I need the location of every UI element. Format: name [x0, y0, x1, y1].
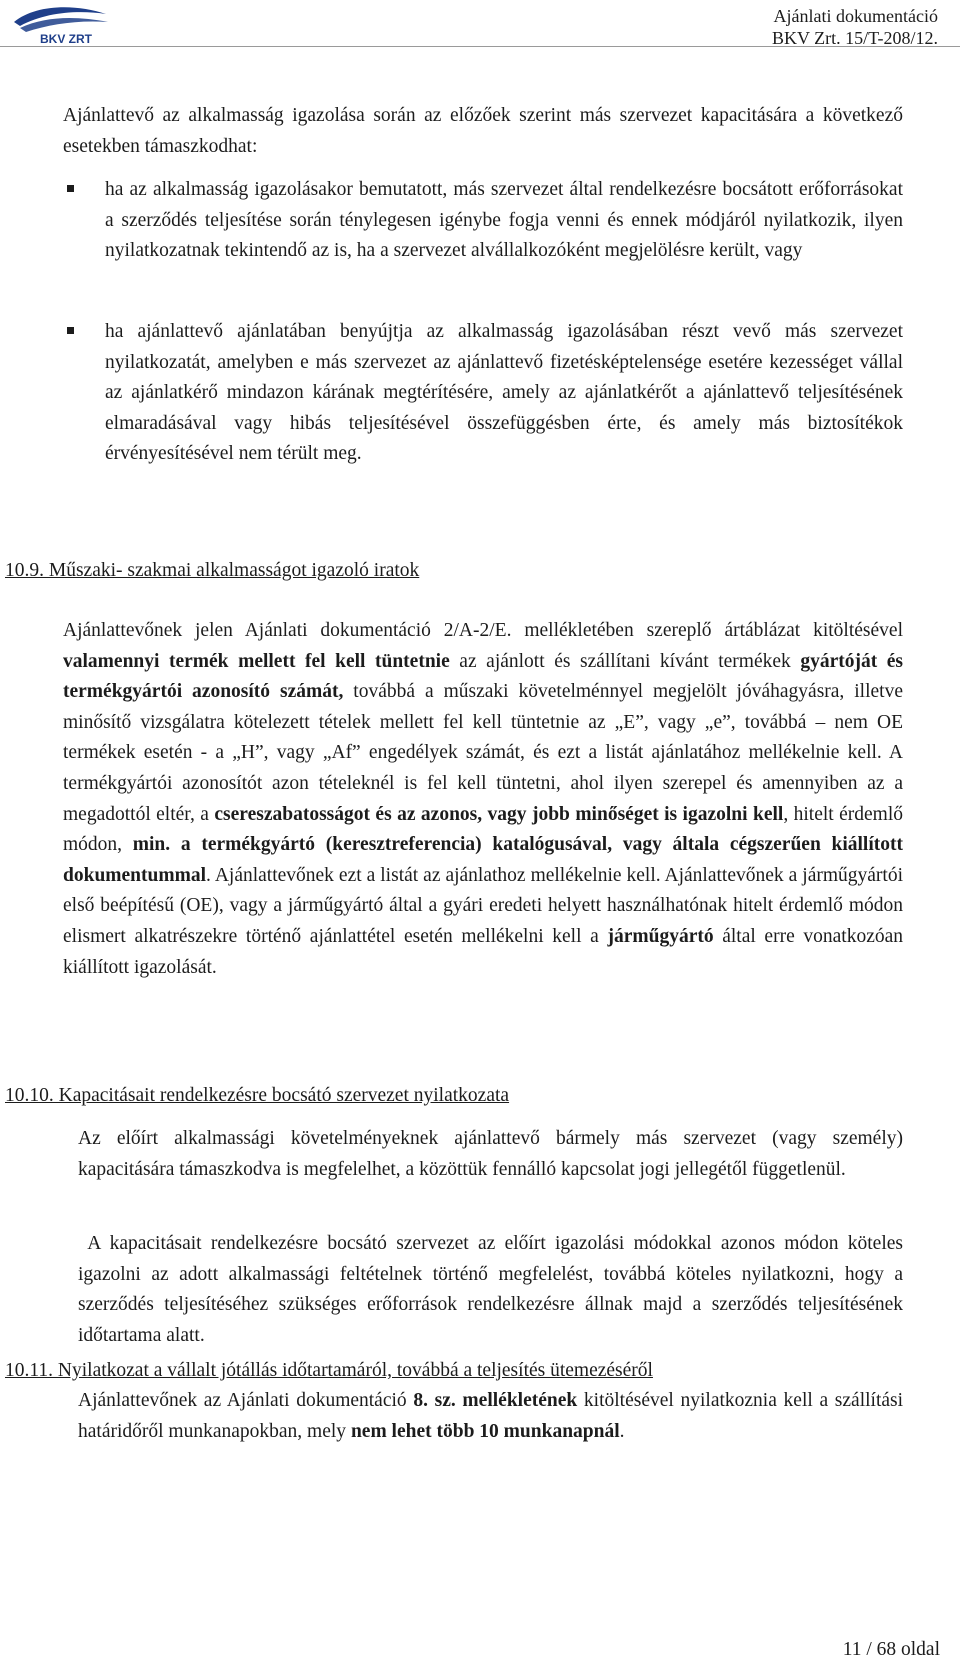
bullet-item-1: ha az alkalmasság igazolásakor bemutatott, más szervezet által rendelkezésre bocsátott erőforrásokat a szerződés teljesítése során ténylegesen igénybe fogja venni és ennek módjáról nyilatkozik, ilyen nyilatkozatnak tekintendő az is, ha a szervezet alvállalkozóként megjelölésre került, vagy: [105, 179, 903, 262]
text-run: , hitelt érdemlő módon,: [63, 803, 904, 856]
section-10-10-para-2: A kapacitásait rendelkezésre bocsátó szervezet az előírt igazolási módokkal azonos módon köteles igazolni az adott alkalmassági feltételnek történő megfelelést, továbbá köteles nyilatkozni, hogy a szerződés teljesítéséhez szükséges erőforrások rendelkezésre állnak majd a szerződés teljesítésének időtartama alatt.: [78, 1233, 908, 1346]
section-heading-10-11: 10.11. Nyilatkozat a vállalt jótállás időtartamáról, továbbá a teljesítés ütemezéséről: [5, 1360, 653, 1381]
bold-text-run: csereszabatosságot és az azonos, vagy jobb minőséget is igazolni kell: [214, 803, 784, 825]
bullet-marker: [67, 185, 74, 192]
page-number: 11 / 68 oldal: [842, 1639, 940, 1660]
bold-text-run: 8. sz. mellékletének: [413, 1390, 578, 1411]
text-run: kitöltésével nyilatkoznia kell a szállítási határidőről munkanapokban, mely: [78, 1390, 904, 1442]
bold-text-run: nem lehet több 10 munkanapnál: [350, 1420, 620, 1442]
text-run: az ajánlott és szállítani kívánt termékek: [449, 650, 801, 672]
bold-text-run: valamennyi termék mellett fel kell tüntetnie: [63, 650, 450, 672]
bullet-marker: [67, 327, 74, 334]
text-run: továbbá a műszaki követelménnyel megjelölt jóváhagyásra, illetve minősítő vizsgálatra kötelezett tételek mellett fel kell tüntetnie az „E”, vagy „e”, továbbá – nem OE termékek esetén - a „H”, vagy „Af” engedélyek számát, és ezt a listát ajánlatához mellékelnie kell. A termékgyártói azonosítót azon tételeknél is fel kell tüntetni, ahol ilyen szerepel és amennyiben az a megadottól eltér, a: [63, 681, 903, 825]
text-run: Ajánlattevőnek az Ajánlati dokumentáció: [78, 1390, 414, 1411]
doc-title: Ajánlati dokumentáció: [773, 6, 938, 26]
bold-text-run: min. a termékgyártó (keresztreferencia) katalógusával, vagy általa cégszerűen kiállított dokumentummal: [63, 834, 903, 886]
text-run: Ajánlattevőnek jelen Ajánlati dokumentáció 2/A-2/E. mellékletében szereplő ártáblázat kitöltésével: [63, 620, 903, 641]
bullet-item-2: ha ajánlattevő ajánlatában benyújtja az alkalmasság igazolásában részt vevő más szervezet nyilatkozatát, amelyben e más szervezet az ajánlattevő fizetésképtelensége esetére kezességet vállal az ajánlatkérő mindazon kárának megtérítésére, amely az ajánlatkérőt a ajánlattevő teljesítésének elmaradásával vagy hibás teljesítésével összefüggésben érte, és amely más biztosítékok érvényesítésével nem térült meg.: [105, 321, 903, 465]
text-run: . Ajánlattevőnek ezt a listát az ajánlathoz mellékelnie kell. Ajánlattevőnek a járműgyártói első beépítésű (OE), vagy a járműgyártó által a gyári eredeti helyett használhatónak hitelt érdemlő módon elismert alkatrészekre történő ajánlattétel esetén mellékelni kell a: [63, 864, 903, 947]
section-heading-10-10: 10.10. Kapacitásait rendelkezésre bocsátó szervezet nyilatkozata: [5, 1085, 510, 1106]
bkv-logo: [6, 2, 118, 48]
doc-ref: BKV Zrt. 15/T-208/12.: [771, 28, 938, 48]
section-10-11-body: [78, 1386, 903, 1447]
header-divider: [0, 46, 960, 47]
section-heading-10-9: 10.9. Műszaki- szakmai alkalmasságot igazoló iratok: [5, 560, 420, 581]
logo-text: BKV ZRT: [40, 32, 92, 46]
bold-text-run: járműgyártó: [607, 925, 714, 947]
section-10-10-para-1: Az előírt alkalmassági követelményeknek ajánlattevő bármely más szervezet (vagy személy) kapacitására támaszkodva is megfelelhet, a közöttük fennálló kapcsolat jogi jellegétől függetlenül.: [78, 1128, 903, 1180]
bold-text-run: gyártóját és termékgyártói azonosító számát,: [63, 650, 903, 703]
text-run: .: [619, 1420, 625, 1442]
text-run: által erre vonatkozóan kiállított igazolását.: [63, 925, 904, 978]
section-10-9-body: [63, 616, 903, 983]
intro-paragraph: Ajánlattevő az alkalmasság igazolása során az előzőek szerint más szervezet kapacitására a következő esetekben támaszkodhat:: [63, 105, 903, 157]
